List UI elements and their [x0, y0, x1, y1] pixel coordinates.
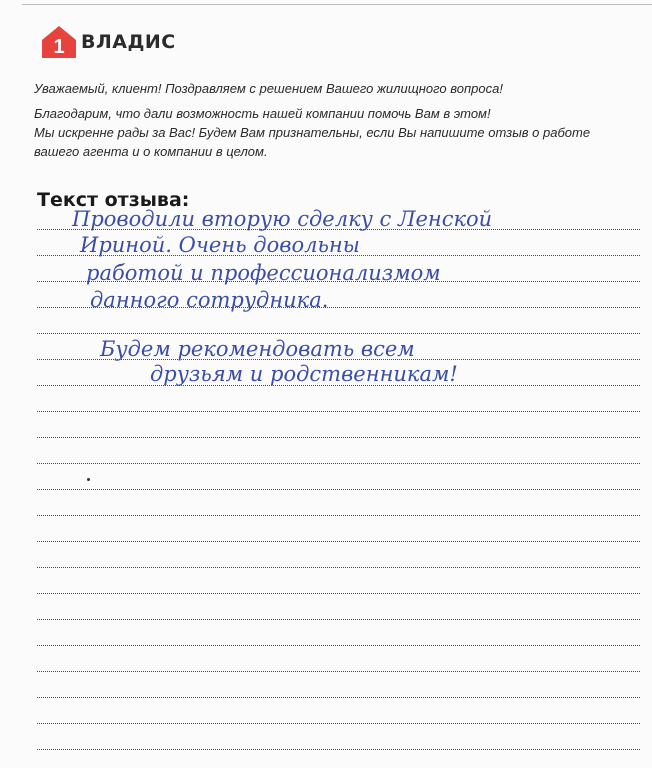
handwritten-line: друзьям и родственникам! [150, 362, 458, 386]
writing-line [37, 697, 640, 698]
writing-line [37, 489, 640, 490]
writing-line [37, 593, 640, 594]
intro-line: Благодарим, что дали возможность нашей компании помочь Вам в этом! [34, 106, 491, 121]
writing-line [37, 463, 640, 464]
writing-line [37, 411, 640, 412]
intro-line: Мы искренне рады за Вас! Будем Вам признательны, если Вы напишите отзыв о работе [34, 125, 591, 140]
writing-line [37, 229, 640, 230]
writing-line [37, 333, 640, 334]
writing-line [37, 645, 640, 646]
writing-line [37, 359, 640, 360]
brand-name: ВЛАДИС [81, 31, 176, 53]
brand-badge-number: 1 [53, 36, 65, 58]
greeting-text: Уважаемый, клиент! Поздравляем с решением Вашего жилищного вопроса! [34, 81, 503, 96]
review-title: Текст отзыва: [37, 189, 190, 211]
house-icon [41, 25, 77, 59]
handwritten-line: Будем рекомендовать всем [100, 337, 415, 361]
writing-line [37, 749, 640, 750]
writing-line [37, 307, 640, 308]
handwritten-line: данного сотрудника. [90, 288, 329, 312]
top-border-line [22, 4, 652, 5]
intro-paragraph [34, 104, 634, 161]
writing-line [37, 619, 640, 620]
handwritten-line: Ириной. Очень довольны [80, 233, 360, 257]
handwritten-line: Проводили вторую сделку с Ленской [72, 207, 493, 231]
ink-speck [87, 478, 90, 481]
brand-logo [41, 25, 176, 59]
writing-line [37, 437, 640, 438]
writing-line [37, 541, 640, 542]
writing-line [37, 671, 640, 672]
writing-line [37, 281, 640, 282]
handwritten-line: работой и профессионализмом [86, 261, 441, 285]
writing-line [37, 385, 640, 386]
intro-line: вашего агента и о компании в целом. [34, 144, 268, 159]
writing-line [37, 255, 640, 256]
writing-line [37, 567, 640, 568]
writing-line [37, 515, 640, 516]
writing-line [37, 723, 640, 724]
